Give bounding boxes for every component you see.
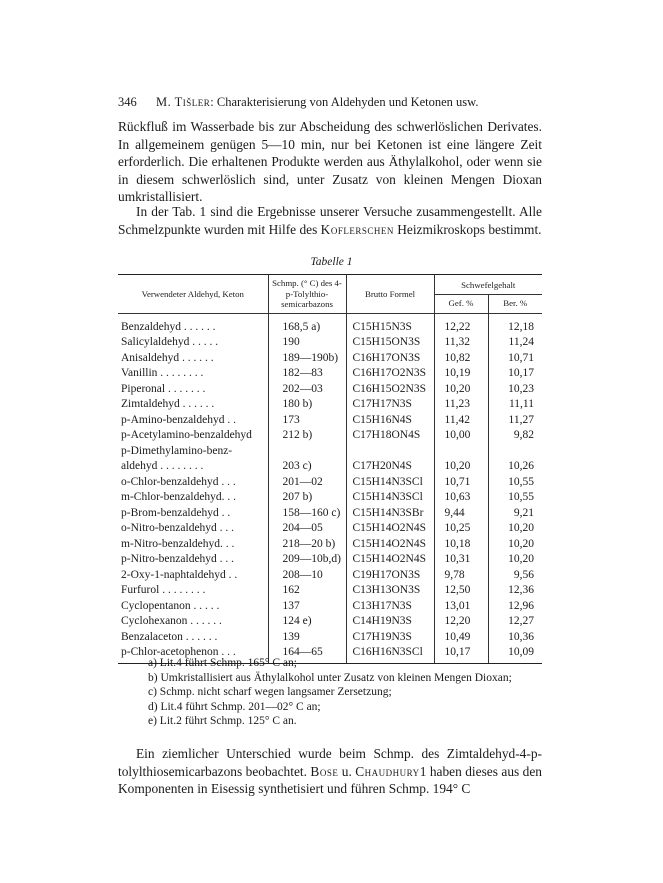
sulfur-found-cell: 10,49 [434,630,488,646]
sulfur-found-cell: 10,19 [434,366,488,382]
sulfur-calc-cell: 10,20 [488,537,542,553]
formula-cell: C15H14O2N4S [346,552,434,568]
table-row [118,475,542,491]
table-row [118,537,542,553]
sulfur-calc-cell: 9,56 [488,568,542,584]
sulfur-found-cell: 10,31 [434,552,488,568]
formula-cell: C13H13ON3S [346,583,434,599]
sulfur-calc-cell: 10,20 [488,552,542,568]
table-caption: Tabelle 1 [310,256,353,268]
sulfur-found-cell: 10,20 [434,382,488,398]
header-calc: Ber. % [488,294,542,313]
table-row [118,490,542,506]
formula-cell: C15H14O2N4S [346,521,434,537]
formula-cell: C17H17N3S [346,397,434,413]
sulfur-calc-cell: 12,18 [488,313,542,335]
melting-point-cell: 208—10 [268,568,346,584]
header-compound: Verwendeter Aldehyd, Keton [118,275,268,314]
author-name-bose: Bose [310,763,339,779]
sulfur-calc-cell: 10,23 [488,382,542,398]
sulfur-found-cell: 11,42 [434,413,488,429]
compound-cell: m-Nitro-benzaldehyd. . . [121,537,235,550]
melting-point-cell: 137 [268,599,346,615]
table-row [118,552,542,568]
compound-cell: Zimtaldehyd . . . . . . [121,398,215,410]
compound-cell: Salicylaldehyd . . . . . [121,336,219,348]
compound-cell: Cyclopentanon . . . . . [121,599,220,612]
melting-point-cell: 207 b) [268,490,346,506]
melting-point-cell: 189—190b) [268,351,346,367]
sulfur-calc-cell: 10,09 [488,645,542,663]
formula-cell: C16H16N3SCl [346,645,434,663]
sulfur-calc-cell: 10,20 [488,521,542,537]
table-row [118,568,542,584]
compound-cell: Furfurol . . . . . . . . [121,584,206,596]
sulfur-calc-cell [488,444,542,460]
header-formula: Brutto Formel [346,275,434,314]
formula-cell: C16H17ON3S [346,351,434,367]
formula-cell: C15H14N3SCl [346,490,434,506]
table-row [118,614,542,630]
compound-cell: p-Nitro-benzaldehyd . . . [121,553,235,565]
formula-cell: C15H14N3SCl [346,475,434,491]
header-author: M. Tišler [156,95,211,109]
sulfur-found-cell: 9,44 [434,506,488,522]
table-row [118,351,542,367]
compound-cell: 2-Oxy-1-naphtaldehyd . . [121,568,238,581]
table-row [118,599,542,615]
melting-point-cell: 158—160 c) [268,506,346,522]
compound-cell: p-Amino-benzaldehyd . . [121,413,236,426]
compound-cell: p-Acetylamino-benzaldehyd [121,429,252,441]
melting-point-cell: 164—65 [268,645,346,663]
results-table [118,274,542,664]
formula-cell: C17H20N4S [346,459,434,475]
paragraph-3 [118,745,542,798]
paragraph-2 [118,203,542,238]
sulfur-found-cell [434,444,488,460]
melting-point-cell: 139 [268,630,346,646]
sulfur-found-cell: 10,18 [434,537,488,553]
footnote: b) Umkristallisiert aus Äthylalkohol unter Zusatz von kleinen Mengen Dioxan; [148,671,512,684]
table-row [118,459,542,475]
sulfur-found-cell: 12,20 [434,614,488,630]
author-name-chaudhury: Chaudhury [355,763,420,779]
header-found: Gef. % [434,294,488,313]
compound-cell: Benzalaceton . . . . . . [121,630,218,643]
melting-point-cell: 168,5 a) [268,313,346,335]
melting-point-cell: 201—02 [268,475,346,491]
sulfur-calc-cell: 10,71 [488,351,542,367]
melting-point-cell: 162 [268,583,346,599]
sulfur-found-cell: 13,01 [434,599,488,615]
melting-point-cell: 190 [268,335,346,351]
melting-point-cell: 203 c) [268,459,346,475]
sulfur-calc-cell: 9,82 [488,428,542,444]
formula-cell: C17H19N3S [346,630,434,646]
sulfur-found-cell: 10,20 [434,459,488,475]
paragraph-2-text-end: Heizmikroskops bestimmt. [393,221,542,237]
table-row [118,506,542,522]
footnote: a) Lit.4 führt Schmp. 165° C an; [148,657,297,669]
sulfur-calc-cell: 12,27 [488,614,542,630]
sulfur-found-cell: 10,00 [434,428,488,444]
compound-cell: Anisaldehyd . . . . . . [121,351,214,364]
paragraph-2-text: In der Tab. 1 sind die Ergebnisse unserer Versuche zusammengestellt. Alle Schmelzpunkte wurden mit Hilfe des [118,204,542,237]
sulfur-calc-cell: 10,17 [488,366,542,382]
paragraph-1: Rückfluß im Wasserbade bis zur Abscheidung des schwerlöslichen Derivates. In allgemeinem genügen 5—10 min, nur bei Ketonen ist eine längere Zeit erforderlich. Die erhaltenen Produkte werden aus Äthylalkohol, oder wenn sie in diesem schwerlöslich sind, unter Zusatz von kleinen Mengen Dioxan umkristallisiert. [118,119,542,205]
sulfur-found-cell: 12,22 [434,313,488,335]
table-row [118,630,542,646]
formula-cell: C15H15N3S [346,313,434,335]
sulfur-found-cell: 10,82 [434,351,488,367]
compound-cell: Benzaldehyd . . . . . . [121,320,216,333]
sulfur-found-cell: 9,78 [434,568,488,584]
melting-point-cell: 218—20 b) [268,537,346,553]
sulfur-found-cell: 12,50 [434,583,488,599]
compound-cell: m-Chlor-benzaldehyd. . . [121,491,237,503]
melting-point-cell [268,444,346,460]
melting-point-cell: 180 b) [268,397,346,413]
melting-point-cell: 182—83 [268,366,346,382]
paragraph-2-name: Koflerschen [320,221,394,237]
formula-cell: C16H17O2N3S [346,366,434,382]
table-row [118,428,542,444]
sulfur-calc-cell: 11,24 [488,335,542,351]
compound-cell: p-Brom-benzaldehyd . . [121,506,231,519]
paragraph-3-conj: u. [338,763,356,779]
sulfur-calc-cell: 11,27 [488,413,542,429]
melting-point-cell: 204—05 [268,521,346,537]
sulfur-calc-cell: 10,26 [488,459,542,475]
header-melting-point: Schmp. (° C) des 4-p-Tolylthio-semicarbazons [268,275,346,314]
compound-cell: o-Nitro-benzaldehyd . . . [121,522,235,534]
paragraph-3-text: Ein ziemlicher Unterschied wurde beim Schmp. des Zimtaldehyd-4-p-tolylthiosemicarbazons beobachtet. [118,746,542,779]
table-row [118,413,542,429]
table-row [118,583,542,599]
formula-cell: C15H14N3SBr [346,506,434,522]
sulfur-found-cell: 10,17 [434,645,488,663]
header-sulfur: Schwefelgehalt [434,275,542,295]
compound-cell: Piperonal . . . . . . . [121,382,206,395]
melting-point-cell: 209—10b,d) [268,552,346,568]
sulfur-calc-cell: 12,36 [488,583,542,599]
header-title: : Charakterisierung von Aldehyden und Ketonen usw. [210,95,479,109]
footnotes [148,656,512,729]
melting-point-cell: 202—03 [268,382,346,398]
sulfur-calc-cell: 9,21 [488,506,542,522]
table-body [118,313,542,663]
compound-cell: p-Dimethylamino-benz- [121,444,233,457]
sulfur-calc-cell: 12,96 [488,599,542,615]
formula-cell: C19H17ON3S [346,568,434,584]
formula-cell: C15H15ON3S [346,335,434,351]
table-row [118,382,542,398]
table-row [118,444,542,460]
compound-cell: Cyclohexanon . . . . . . [121,615,222,627]
sulfur-found-cell: 10,63 [434,490,488,506]
formula-cell: C16H15O2N3S [346,382,434,398]
table-row [118,335,542,351]
paragraph-3-text-end: 1 haben dieses aus den Komponenten in Eisessig synthetisiert und führen Schmp. 194° C [118,763,542,797]
sulfur-found-cell: 11,23 [434,397,488,413]
formula-cell: C14H19N3S [346,614,434,630]
compound-cell: p-Chlor-acetophenon . . . [118,645,268,663]
compound-cell: aldehyd . . . . . . . . [121,460,204,472]
melting-point-cell: 212 b) [268,428,346,444]
sulfur-found-cell: 10,25 [434,521,488,537]
compound-cell: o-Chlor-benzaldehyd . . . [121,475,236,488]
melting-point-cell: 124 e) [268,614,346,630]
sulfur-found-cell: 11,32 [434,335,488,351]
footnote: d) Lit.4 führt Schmp. 201—02° C an; [148,700,321,713]
sulfur-found-cell: 10,71 [434,475,488,491]
sulfur-calc-cell: 11,11 [488,397,542,413]
table-row [118,397,542,413]
formula-cell: C17H18ON4S [346,428,434,444]
formula-cell: C15H14O2N4S [346,537,434,553]
sulfur-calc-cell: 10,36 [488,630,542,646]
sulfur-calc-cell: 10,55 [488,475,542,491]
table-row [118,366,542,382]
formula-cell: C13H17N3S [346,599,434,615]
sulfur-calc-cell: 10,55 [488,490,542,506]
footnote: c) Schmp. nicht scharf wegen langsamer Zersetzung; [148,686,392,699]
compound-cell: Vanillin . . . . . . . . [121,367,204,379]
footnote: e) Lit.2 führt Schmp. 125° C an. [148,715,297,728]
formula-cell [346,444,434,460]
page-number: 346 [118,95,137,109]
melting-point-cell: 173 [268,413,346,429]
formula-cell: C15H16N4S [346,413,434,429]
table-row [118,521,542,537]
running-header [118,95,538,110]
table-row [118,313,542,335]
